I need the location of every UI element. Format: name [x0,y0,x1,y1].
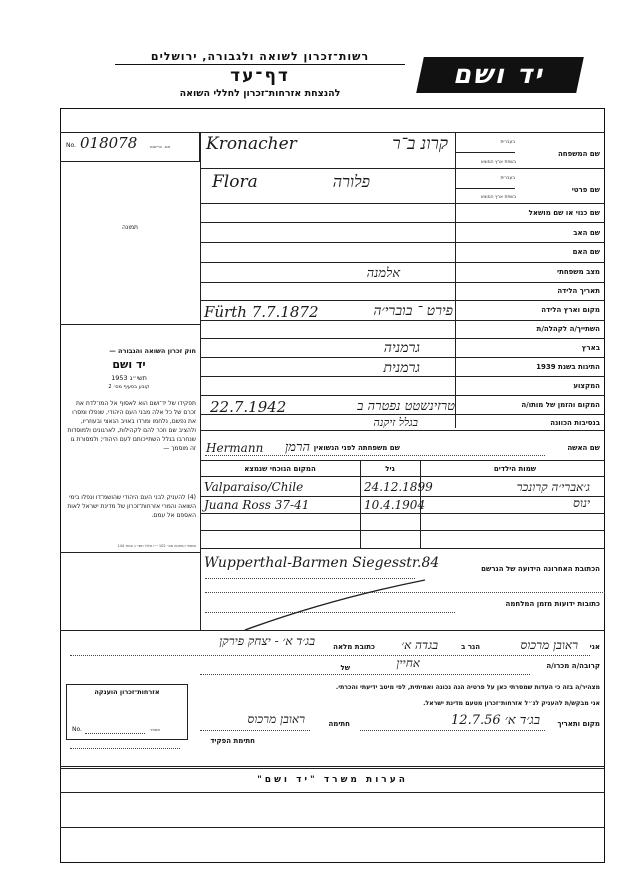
law-section: קובע בסעיף מס׳ 2 [108,384,150,390]
of-label: של [340,664,350,672]
father-label: שם האב [573,229,600,237]
occupation-label: המקצוע [573,382,600,390]
death-extra: בגלל זיקנה [373,416,418,429]
declarant-name: ראובן מרכוס [520,638,578,652]
first-name-latin: Flora [212,172,258,192]
declarant-resides: הגר ב [461,643,480,651]
mother-label: שם האם [572,248,600,256]
full-address-value: בג׳ד א׳ - יצחק פירקן [219,634,315,648]
family-name-hebrew: קרונ ב־ר [392,134,448,154]
country-label: בארץ [581,344,600,352]
children-header-age: גיל [385,465,395,473]
declarant-intro: אני [589,643,600,651]
citizenship-value: גרמנית [383,360,420,376]
death-value: טרזינשטט נפטרה ב [357,399,455,414]
declaration-text: מצהיר/ה בזה כי העדות שמסרתי כאן על פרטיה הנה נכונה ואמיתית, לפי מיטב ידיעתי והכרתי. [335,684,600,691]
yad-vashem-logo: יד ושם [416,57,584,93]
first-name-label: שם פרטי [571,186,600,194]
law-footnote: נספחי החוקים מס׳ 102 י״ז אלול תשי״ג עמוד 144 [117,544,196,548]
stamp-box-title: אזרחות־זכרון הוענקה [94,688,160,696]
spouse-label-left: שם האשה [567,444,600,452]
child-1-name: ג׳אברי׳ה קרונכר [516,480,590,494]
family-name-label: שם המשפחה [557,150,600,158]
law-title: חוק זכרון השואה והגבורה — [109,347,196,355]
law-name: יד ושם [112,358,146,371]
marital-status-value: אלמנה [366,266,400,281]
photo-label: תמונה [122,224,138,231]
child-2-age: 10.4.1904 [364,498,426,512]
place-date-label: מקום ותאריך [557,720,600,728]
family-name-hebrew-label: בעברית [500,140,515,145]
first-name-origin-label: בשפת ארץ המוצא [480,195,516,200]
child-1-place: Valparaiso/Chile [204,480,304,494]
form-subtitle: להנצחת אזרחות־זכרון לחללי השואה [179,88,341,99]
institution-name: רשות־זכרון לשואה ולגבורה, ירושלים [150,50,370,63]
signature-value: ראובן מרכוס [247,712,305,726]
first-name-hebrew-label: בעברית [500,176,515,181]
first-name-hebrew: פלורה [332,172,370,191]
last-address-value: Wupperthal-Barmen Siegesstr.84 [204,555,440,571]
relation-value: אחיין [396,656,420,670]
citizenship-label: התיגות בשנת 1939 [536,363,600,371]
official-signature-label: חתימת הפקיד [210,737,255,745]
death-circumstances-label: בנסיבות הכוונה [550,419,600,427]
child-1-age: 24.12.1899 [364,480,433,494]
children-header-place: המקום הנוכחי שנמצא [244,465,316,473]
family-name-latin: Kronacher [206,134,297,154]
last-address-label: הכתובת האחרונה הידועה של הנרשם [481,565,600,573]
form-title: דף־עד [230,66,290,86]
death-date: 22.7.1942 [210,398,287,416]
birth-date-label: תאריך הלידה [557,287,600,295]
declarant-city: בגדה א׳ [401,638,438,652]
family-name-origin-label: בשפת ארץ המוצא [480,160,516,165]
notes-title: הערות משרד "יד ושם" [257,775,408,785]
child-2-name: ינוס [573,496,590,510]
marital-status-label: מצב משפחתי [557,268,600,276]
birthplace-latin: Fürth 7.7.1872 [204,303,319,321]
child-2-place: Juana Ross 37-41 [204,498,310,512]
stamp-box-number-sub: מספר [150,727,161,732]
stamp-box-number-label: No. [72,726,82,733]
law-year: תשי״ג 1953 [111,374,147,382]
children-header-names: שמות הילדים [493,465,537,473]
birthplace-hebrew: פירט ־ בוברי׳ה [373,303,453,319]
community-label: השתייך/ה לקהלה/ת [536,325,600,333]
registry-number-label: No. [66,142,76,149]
law-text-2: (4) להעניק לבני העם היהודי שהושמ־דו ונפלו בימי השואה והמרי אזרחות־זכרון של מדינת ישראל לאות האספם אל עמם. [67,494,196,519]
registry-label: מס. הרישום [150,144,171,149]
signature-label: חתימה [328,720,350,728]
spouse-name-latin: Hermann [206,441,264,455]
birthplace-label: מקום וארץ הלידה [541,306,600,314]
nickname-label: שם כנוי או שם מושאל [528,209,600,217]
spouse-label-right: שם משפחתה לפני הנשואין [313,444,400,452]
death-label: המקום והזמן של מותו/ה [521,401,600,409]
request-text: אני מבקש/ת להעניק לנ״ל אזרחות־זכרון מטעם מדינת ישראל. [423,700,600,707]
law-text: תפקידו של יד־ושם הוא לאסוף אל המו־לדת את זכרם של כל אלה מבני העם היהודי, שנפלו ומסרו את נפשם, נלחמו ומרדו באויב הנאצי ובעוזריו, ולהציב שם וזכר להם לקהילות, לארגונים ולמוסדות שנחרבו בגלל השתייכותם לעם היהודי; ולמסורת גו זה מוסמך — [67,400,196,452]
spouse-name-hebrew: הרמן [284,440,310,455]
relation-label: קרובה/ה מכרו/ה [546,662,600,670]
registry-number: 018078 [80,134,138,152]
wartime-address-label: כתובות ידועות מזמן המלחמה [505,600,600,608]
country-value: גרמניה [383,340,420,356]
strike-line [240,575,430,635]
place-date-value: בג׳ד א׳ 12.7.56 [451,713,540,728]
full-address-label: כתובת מלאה [333,643,375,651]
